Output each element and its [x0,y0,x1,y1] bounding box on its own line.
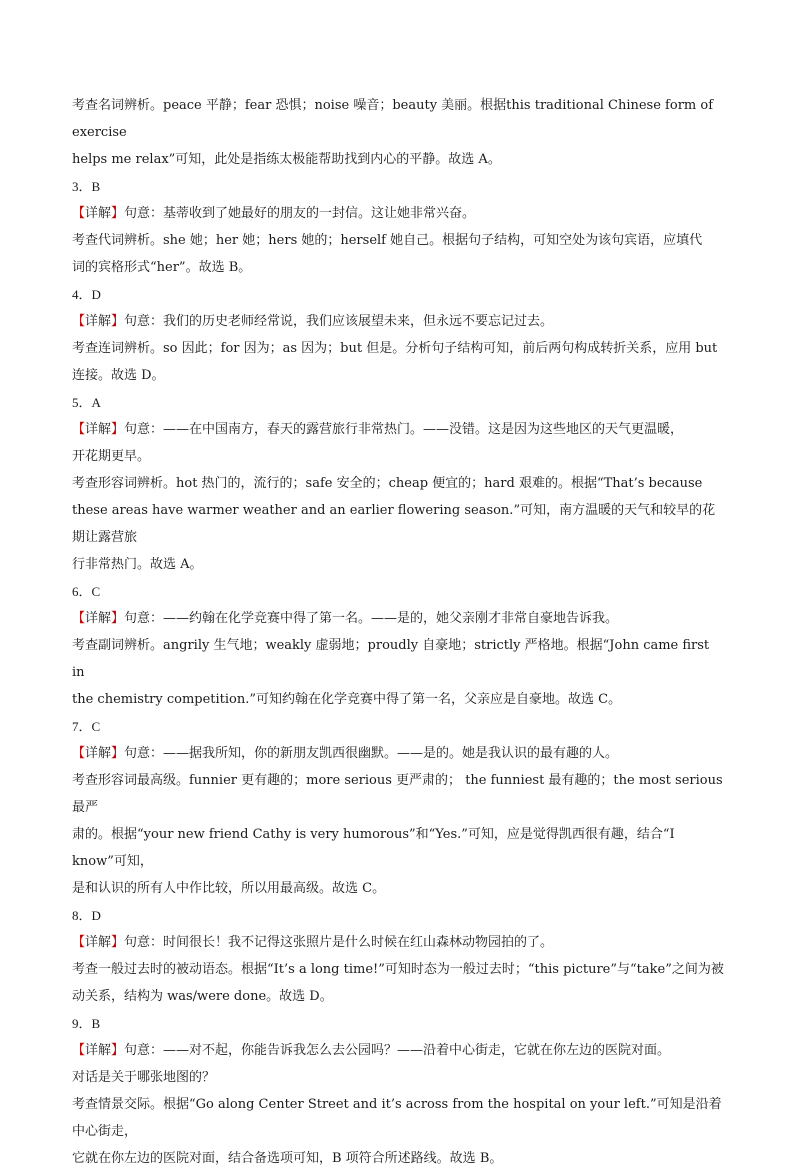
explanation-line: these areas have warmer weather and an earlier flowering season.”可知，南方温暖的天气和较早的花期让露营旅 [72,503,716,545]
sentence-line [72,308,724,335]
sentence-text: 句意：——在中国南方，春天的露营旅行非常热门。——没错。这是因为这些地区的天气更温暖， [124,422,684,437]
detail-tag [72,422,124,437]
sentence-text: 句意：我们的历史老师经常说，我们应该展望未来，但永远不要忘记过去。 [124,314,554,329]
explanation-line: 行非常热门。故选 A。 [72,557,203,572]
explanation-line: the chemistry competition.”可知约翰在化学竞赛中得了第一名，父亲应是自豪地。故选 C。 [72,692,622,707]
detail-tag [72,206,124,221]
tag-open-bracket: 【 [72,935,86,950]
sentence-text: 句意：基蒂收到了她最好的朋友的一封信。这让她非常兴奋。 [124,206,476,221]
explanation-line: 考查代词辨析。she 她；her 她；hers 她的；herself 她自己。根据句子结构，可知空处为该句宾语，应填代 [72,233,703,248]
tag-open-bracket: 【 [72,746,86,761]
tag-word: 详解 [85,206,112,221]
sentence-line [72,740,724,767]
question-number: 6．C [72,584,101,599]
tag-open-bracket: 【 [72,206,86,221]
tag-word: 详解 [85,314,112,329]
detail-tag [72,314,124,329]
tag-close-bracket: 】 [111,422,125,437]
tag-word: 详解 [85,746,112,761]
question-item [72,173,724,281]
question-item [72,281,724,389]
explanation-line: 是和认识的所有人中作比较，所以用最高级。故选 C。 [72,881,386,896]
tag-word: 详解 [85,935,112,950]
sentence-line [72,416,724,443]
detail-tag [72,746,124,761]
sentence-text: 句意：时间很长！我不记得这张照片是什么时候在红山森林动物园拍的了。 [124,935,554,950]
tag-open-bracket: 【 [72,611,86,626]
explanation-line: 考查连词辨析。so 因此；for 因为；as 因为；but 但是。分析句子结构可知，前后两句构成转折关系，应用 but [72,341,718,356]
question-item [72,1010,724,1172]
question-number: 7．C [72,719,101,734]
explanation-line: 词的宾格形式“her”。故选 B。 [72,260,252,275]
detail-tag [72,935,124,950]
sentence-text: 句意：——据我所知，你的新朋友凯西很幽默。——是的。她是我认识的最有趣的人。 [124,746,619,761]
explanation-line: 考查副词辨析。angrily 生气地；weakly 虚弱地；proudly 自豪地；strictly 严格地。根据“John came first in [72,638,710,680]
explanation-line: 考查一般过去时的被动语态。根据“It’s a long time!”可知时态为一般过去时；“this picture”与“take”之间为被 [72,962,724,977]
sentence-continuation: 对话是关于哪张地图的？ [72,1070,216,1085]
explanation-line: 考查情景交际。根据“Go along Center Street and it’s across from the hospital on your left.”可知是沿着中心街走， [72,1097,722,1139]
question-item [72,713,724,902]
explanation-line: 考查形容词最高级。funnier 更有趣的；more serious 更严肃的； the funniest 最有趣的；the most serious 最严 [72,773,723,815]
question-number: 5．A [72,395,101,410]
explanation-line: 考查形容词辨析。hot 热门的，流行的；safe 安全的；cheap 便宜的；hard 艰难的。根据“That’s because [72,476,703,491]
tag-word: 详解 [85,422,112,437]
tag-close-bracket: 】 [111,314,125,329]
explanation-line: 连接。故选 D。 [72,368,165,383]
question-number: 9．B [72,1016,101,1031]
sentence-line [72,929,724,956]
intro-block [72,92,724,173]
tag-close-bracket: 】 [111,935,125,950]
sentence-text: 句意：——对不起，你能告诉我怎么去公园吗？——沿着中心街走，它就在你左边的医院对面。 [124,1043,671,1058]
explanation-line: 动关系，结构为 was/were done。故选 D。 [72,989,333,1004]
detail-tag [72,1043,124,1058]
tag-open-bracket: 【 [72,422,86,437]
question-number: 8．D [72,908,101,923]
tag-close-bracket: 】 [111,611,125,626]
explanation-line: 它就在你左边的医院对面，结合备选项可知，B 项符合所述路线。故选 B。 [72,1151,503,1166]
sentence-text: 句意：——约翰在化学竞赛中得了第一名。——是的，她父亲刚才非常自豪地告诉我。 [124,611,619,626]
sentence-line [72,200,724,227]
question-item [72,389,724,578]
tag-close-bracket: 】 [111,746,125,761]
question-number: 4．D [72,287,101,302]
sentence-line [72,1037,724,1064]
intro-line: helps me relax”可知，此处是指练太极能帮助找到内心的平静。故选 A。 [72,152,501,167]
tag-open-bracket: 【 [72,314,86,329]
question-number: 3．B [72,179,101,194]
intro-line: 考查名词辨析。peace 平静；fear 恐惧；noise 噪音；beauty 美丽。根据this traditional Chinese form of exercise [72,98,714,140]
detail-tag [72,611,124,626]
tag-word: 详解 [85,611,112,626]
tag-close-bracket: 】 [111,206,125,221]
question-item [72,578,724,713]
question-item [72,902,724,1010]
tag-close-bracket: 】 [111,1043,125,1058]
explanation-line: 肃的。根据“your new friend Cathy is very humorous”和“Yes.”可知，应是觉得凯西很有趣，结合“I know”可知， [72,827,675,869]
sentence-line [72,605,724,632]
tag-open-bracket: 【 [72,1043,86,1058]
sentence-continuation: 开花期更早。 [72,449,151,464]
tag-word: 详解 [85,1043,112,1058]
